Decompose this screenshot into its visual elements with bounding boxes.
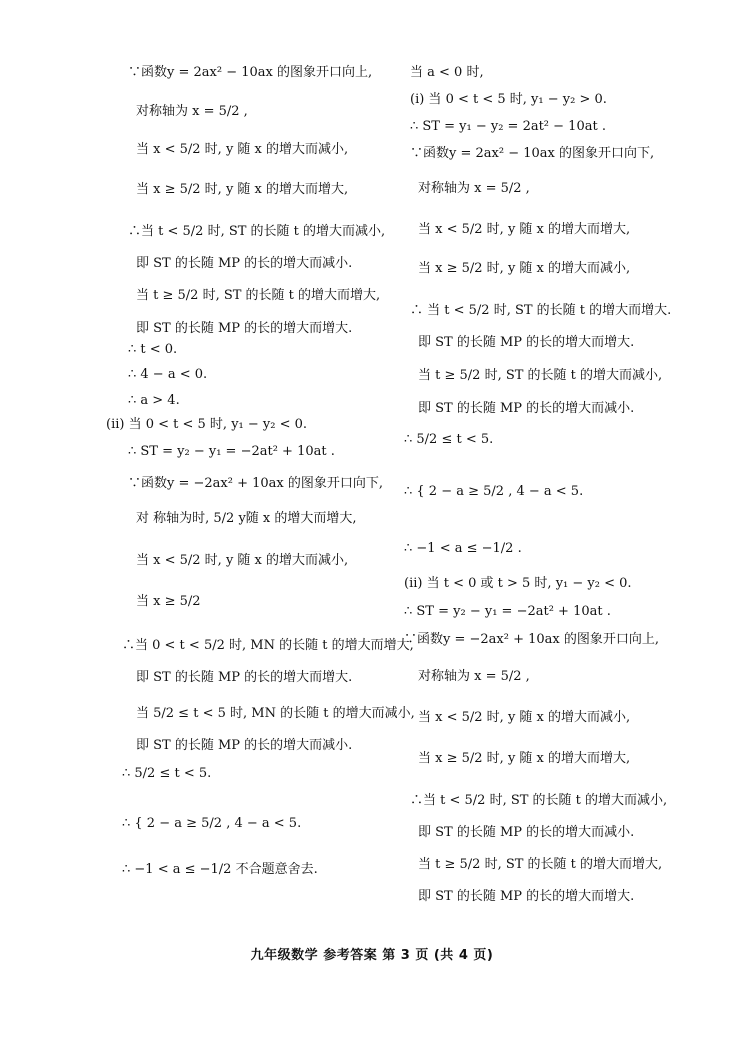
line: (ii) 当 t < 0 或 t > 5 时, y₁ − y₂ < 0. <box>404 576 632 591</box>
line: ∵函数y = 2ax² − 10ax 的图象开口向下, <box>410 146 655 161</box>
line: ∴ { 2 − a ≥ 5/2 , 4 − a < 5. <box>122 816 302 831</box>
line: 当 x < 5/2 时, y 随 x 的增大而增大, <box>418 222 631 237</box>
line: 当 x < 5/2 时, y 随 x 的增大而减小, <box>136 142 349 157</box>
line: 即 ST 的长随 MP 的长的增大而增大. <box>418 335 635 350</box>
line: 对称轴为 x = 5/2 , <box>418 181 530 196</box>
line: ∵函数y = −2ax² + 10ax 的图象开口向上, <box>404 632 660 647</box>
line: 当 a < 0 时, <box>410 65 484 80</box>
line: (i) 当 0 < t < 5 时, y₁ − y₂ > 0. <box>410 92 607 107</box>
line: (ii) 当 0 < t < 5 时, y₁ − y₂ < 0. <box>106 417 308 432</box>
line: 即 ST 的长随 MP 的长的增大而减小. <box>418 401 635 416</box>
line: 即 ST 的长随 MP 的长的增大而增大. <box>136 670 353 685</box>
line: ∴ t < 0. <box>128 342 178 357</box>
line: 当 t ≥ 5/2 时, ST 的长随 t 的增大而增大, <box>418 857 663 872</box>
line: ∴当 t < 5/2 时, ST 的长随 t 的增大而减小, <box>410 793 668 808</box>
line: ∴当 t < 5/2 时, ST 的长随 t 的增大而减小, <box>128 224 386 239</box>
line: 当 x < 5/2 时, y 随 x 的增大而减小, <box>136 553 349 568</box>
line: ∴当 0 < t < 5/2 时, MN 的长随 t 的增大而增大, <box>122 638 414 653</box>
line: ∴ { 2 − a ≥ 5/2 , 4 − a < 5. <box>404 484 584 499</box>
page-footer: 九年级数学 参考答案 第 3 页 (共 4 页) <box>250 948 494 963</box>
line: 当 5/2 ≤ t < 5 时, MN 的长随 t 的增大而减小, <box>136 706 415 721</box>
line: ∴ −1 < a ≤ −1/2 不合题意舍去. <box>122 862 318 877</box>
line: ∴ a > 4. <box>128 393 180 408</box>
line: 即 ST 的长随 MP 的长的增大而减小. <box>136 256 353 271</box>
line: 当 x ≥ 5/2 <box>136 594 201 609</box>
line: 对称轴为 x = 5/2 , <box>136 104 248 119</box>
line: ∴ 当 t < 5/2 时, ST 的长随 t 的增大而增大. <box>410 303 672 318</box>
line: 对 称轴为时, 5/2 y随 x 的增大而增大, <box>136 511 357 526</box>
line: 当 x ≥ 5/2 时, y 随 x 的增大而增大, <box>136 182 349 197</box>
line: ∴ 5/2 ≤ t < 5. <box>122 766 212 781</box>
line: ∴ 4 − a < 0. <box>128 367 208 382</box>
line: 当 t ≥ 5/2 时, ST 的长随 t 的增大而增大, <box>136 288 381 303</box>
line: ∴ ST = y₂ − y₁ = −2at² + 10at . <box>128 444 335 459</box>
line: ∴ ST = y₁ − y₂ = 2at² − 10at . <box>410 119 606 134</box>
line: ∴ 5/2 ≤ t < 5. <box>404 432 494 447</box>
line: 即 ST 的长随 MP 的长的增大而增大. <box>418 889 635 904</box>
line: ∵函数y = −2ax² + 10ax 的图象开口向下, <box>128 476 384 491</box>
line: 即 ST 的长随 MP 的长的增大而增大. <box>136 321 353 336</box>
line: ∵函数y = 2ax² − 10ax 的图象开口向上, <box>128 65 373 80</box>
line: 即 ST 的长随 MP 的长的增大而减小. <box>418 825 635 840</box>
line: 当 t ≥ 5/2 时, ST 的长随 t 的增大而减小, <box>418 368 663 383</box>
line: ∴ ST = y₂ − y₁ = −2at² + 10at . <box>404 604 611 619</box>
line: 即 ST 的长随 MP 的长的增大而减小. <box>136 738 353 753</box>
line: ∴ −1 < a ≤ −1/2 . <box>404 541 522 556</box>
line: 当 x < 5/2 时, y 随 x 的增大而减小, <box>418 710 631 725</box>
line: 当 x ≥ 5/2 时, y 随 x 的增大而减小, <box>418 261 631 276</box>
line: 当 x ≥ 5/2 时, y 随 x 的增大而增大, <box>418 751 631 766</box>
line: 对称轴为 x = 5/2 , <box>418 669 530 684</box>
